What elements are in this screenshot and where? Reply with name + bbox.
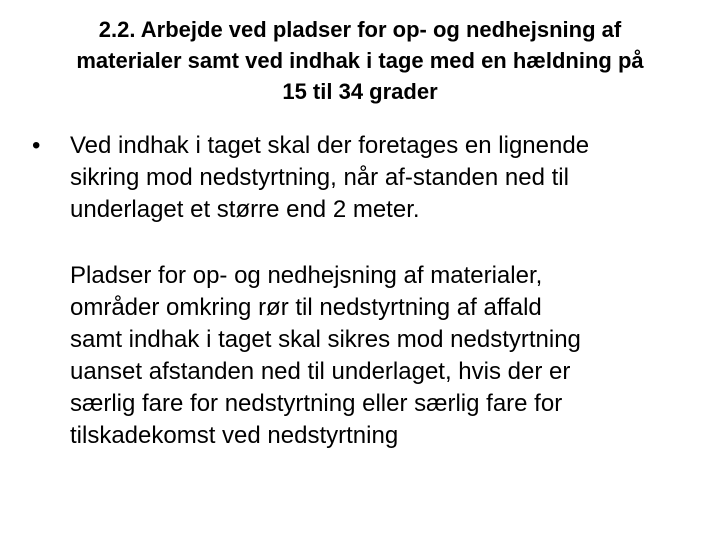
bullet-text-line: Ved indhak i taget skal der foretages en lignende	[70, 132, 590, 159]
bullet-text	[70, 130, 700, 226]
bullet-text-line: sikring mod nedstyrtning, når af-standen ned til	[70, 164, 569, 191]
title-line: 15 til 34 grader	[282, 79, 438, 104]
paragraph-line: områder omkring rør til nedstyrtning af affald	[70, 294, 542, 321]
paragraph-line: samt indhak i taget skal sikres mod nedstyrtning	[70, 326, 581, 353]
paragraph-line: Pladser for op- og nedhejsning af materialer,	[70, 262, 543, 289]
paragraph-line: uanset afstanden ned til underlaget, hvis der er	[70, 358, 571, 385]
title-line: materialer samt ved indhak i tage med en hældning på	[76, 48, 644, 73]
bullet-text-line: underlaget et større end 2 meter.	[70, 196, 420, 223]
body-paragraph	[70, 260, 710, 452]
title-line: 2.2. Arbejde ved pladser for op- og nedhejsning af	[98, 17, 622, 42]
paragraph-line: særlig fare for nedstyrtning eller særlig fare for	[70, 390, 563, 417]
bullet-marker: •	[32, 132, 41, 159]
slide-title	[20, 14, 700, 107]
paragraph-line: tilskadekomst ved nedstyrtning	[70, 422, 399, 449]
